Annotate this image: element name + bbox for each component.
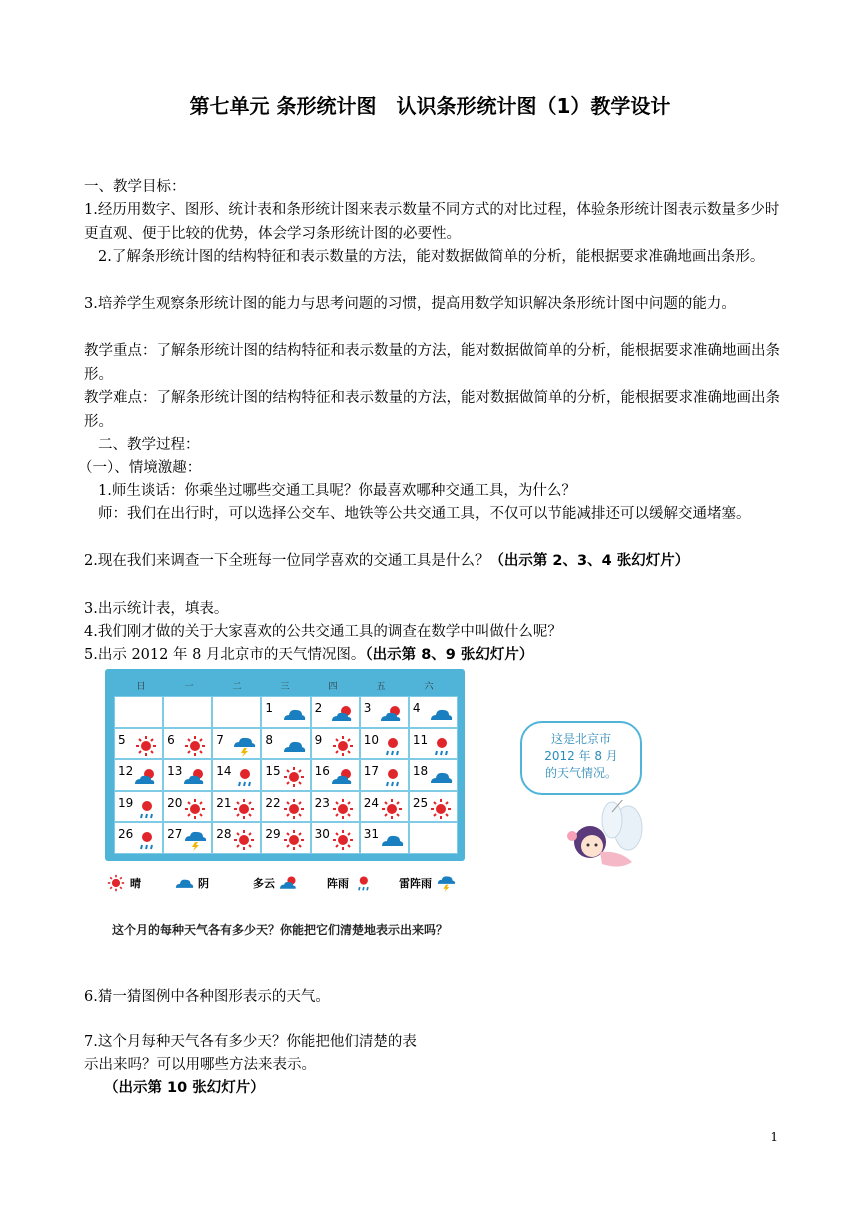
weekday-label: 四	[328, 682, 338, 692]
calendar-day-cell	[114, 822, 163, 854]
slide-note-3: （出示第 10 张幻灯片）	[104, 1080, 265, 1096]
partly-cloudy-icon	[278, 874, 300, 892]
day-number: 12	[118, 764, 134, 779]
weather-legend	[105, 874, 475, 896]
calendar-day-cell	[261, 728, 310, 760]
calendar-day-cell	[409, 696, 458, 728]
day-number: 8	[265, 732, 274, 747]
shower-icon	[379, 766, 405, 788]
day-number: 24	[363, 795, 379, 810]
day-number: 22	[265, 795, 281, 810]
step-6: 6.猜一猜图例中各种图形表示的天气。	[84, 989, 330, 1005]
legend-sunny	[105, 874, 141, 892]
weekday-label: 日	[136, 682, 146, 692]
step-2	[84, 550, 780, 574]
day-number: 19	[118, 795, 134, 810]
day-number: 10	[363, 732, 379, 747]
day-number: 3	[363, 701, 372, 715]
sunny-icon	[281, 829, 307, 851]
difficult-point: 教学难点：了解条形统计图的结构特征和表示数量的方法，能对数据做简单的分析，能根据要求准确地画出条形。	[84, 390, 780, 430]
slide-note-1: （出示第 2、3、4 张幻灯片）	[489, 553, 690, 569]
cloudy-icon	[379, 829, 405, 851]
day-number: 15	[265, 764, 281, 779]
shower-icon	[379, 735, 405, 757]
shower-icon	[133, 798, 159, 820]
day-number: 5	[118, 732, 126, 747]
step-4: 4.我们刚才做的关于大家喜欢的公共交通工具的调查在数学中叫做什么呢？	[84, 624, 562, 640]
day-number: 7	[216, 732, 224, 747]
calendar-day-cell	[311, 791, 360, 823]
day-number: 14	[216, 764, 232, 779]
calendar-day-cell	[114, 728, 163, 760]
calendar-question: 这个月的每种天气各有多少天？你能把它们清楚地表示出来吗？	[112, 923, 449, 937]
calendar-day-cell	[163, 728, 212, 760]
objectives-heading: 一、教学目标：	[84, 179, 186, 195]
day-number: 18	[412, 764, 429, 779]
speech-bubble-text	[522, 731, 640, 782]
thunder-icon	[231, 735, 257, 757]
speech-bubble	[520, 721, 642, 795]
step-7-line-2: 示出来吗？可以用哪些方法来表示。	[84, 1057, 316, 1073]
day-number: 4	[412, 701, 421, 715]
step-5-text: 5.出示 2012 年 8 月北京市的天气情况图。	[84, 647, 366, 663]
sunny-icon	[182, 735, 208, 757]
cloudy-icon	[428, 703, 454, 725]
calendar-day-cell	[261, 759, 310, 791]
partly-cloudy-icon	[330, 766, 356, 788]
day-number: 6	[167, 732, 175, 747]
bubble-line: 这是北京市	[550, 732, 611, 746]
objective-1: 1.经历用数字、图形、统计表和条形统计图来表示数量不同方式的对比过程，体验条形统计图表示数量多少时更直观、便于比较的优势，体会学习条形统计图的必要性。	[84, 202, 780, 242]
calendar-day-cell	[261, 696, 310, 728]
calendar-day-cell	[114, 696, 163, 728]
weekday-label: 一	[184, 682, 194, 692]
thunder-icon	[182, 829, 208, 851]
step-2-text: 2.现在我们来调查一下全班每一位同学喜欢的交通工具是什么？	[84, 553, 490, 569]
objective-2: 2.了解条形统计图的结构特征和表示数量的方法，能对数据做简单的分析，能根据要求准确地画出条形。	[98, 249, 765, 265]
sunny-icon	[379, 798, 405, 820]
sunny-icon	[330, 798, 356, 820]
day-number: 1	[265, 701, 274, 715]
day-number: 21	[216, 795, 232, 810]
calendar-day-cell	[360, 822, 409, 854]
calendar-day-cell	[212, 728, 261, 760]
day-number: 13	[167, 764, 183, 779]
weekday-label: 三	[280, 682, 290, 692]
calendar-day-cell	[311, 728, 360, 760]
cloudy-icon	[173, 874, 195, 892]
legend-partly-cloudy	[253, 874, 300, 892]
calendar-day-cell	[311, 759, 360, 791]
section-heading: （一）、情境激趣：	[78, 460, 202, 476]
day-number: 20	[167, 795, 183, 810]
calendar-day-cell	[261, 791, 310, 823]
calendar-day-cell	[212, 759, 261, 791]
sunny-icon	[428, 798, 454, 820]
calendar-day-cell	[163, 791, 212, 823]
legend-shower	[327, 874, 374, 892]
calendar-day-cell	[360, 728, 409, 760]
shower-icon	[352, 874, 374, 892]
legend-label: 多云	[253, 877, 275, 890]
calendar-day-cell	[409, 822, 458, 854]
page-number: 1	[770, 1130, 778, 1144]
calendar-day-cell	[360, 791, 409, 823]
shower-icon	[231, 766, 257, 788]
objective-3: 3.培养学生观察条形统计图的能力与思考问题的习惯，提高用数学知识解决条形统计图中问题的能力。	[84, 296, 736, 312]
fairy-illustration	[550, 800, 650, 875]
day-number: 23	[314, 795, 330, 810]
day-number: 25	[412, 795, 429, 810]
day-number: 11	[412, 732, 429, 747]
weather-calendar	[105, 669, 465, 861]
weekday-label: 六	[424, 682, 434, 692]
step-5	[84, 644, 780, 668]
sunny-icon	[330, 735, 356, 757]
calendar-day-cell	[311, 696, 360, 728]
calendar-day-cell	[212, 822, 261, 854]
calendar-day-cell	[163, 822, 212, 854]
weekday-label: 五	[376, 682, 386, 692]
legend-label: 阵雨	[327, 877, 349, 890]
calendar-weekday-header	[117, 679, 453, 693]
sunny-icon	[182, 798, 208, 820]
partly-cloudy-icon	[182, 766, 208, 788]
sunny-icon	[231, 798, 257, 820]
weekday-label: 二	[232, 682, 242, 692]
bubble-line: 2012 年 8 月	[544, 749, 618, 763]
step-7-line-1: 7.这个月每种天气各有多少天？你能把他们清楚的表	[84, 1034, 417, 1050]
key-point: 教学重点：了解条形统计图的结构特征和表示数量的方法，能对数据做简单的分析，能根据要求准确地画出条形。	[84, 343, 780, 383]
sunny-icon	[281, 798, 307, 820]
sunny-icon	[105, 874, 127, 892]
calendar-day-cell	[360, 696, 409, 728]
day-number: 31	[363, 827, 379, 842]
day-number: 29	[265, 827, 281, 842]
calendar-day-cell	[409, 759, 458, 791]
shower-icon	[428, 735, 454, 757]
page-title: 第七单元 条形统计图 认识条形统计图（1）教学设计	[189, 94, 671, 118]
sunny-icon	[330, 829, 356, 851]
day-number: 9	[314, 732, 323, 747]
cloudy-icon	[281, 735, 307, 757]
process-heading: 二、教学过程：	[98, 437, 200, 453]
sunny-icon	[133, 735, 159, 757]
calendar-day-cell	[163, 696, 212, 728]
partly-cloudy-icon	[379, 703, 405, 725]
legend-thunder	[399, 874, 457, 892]
calendar-day-cell	[163, 759, 212, 791]
legend-label: 阴	[198, 877, 209, 890]
calendar-day-cell	[212, 791, 261, 823]
shower-icon	[133, 829, 159, 851]
day-number: 26	[118, 827, 134, 842]
slide-note-2: （出示第 8、9 张幻灯片）	[365, 647, 534, 663]
calendar-day-cell	[114, 759, 163, 791]
partly-cloudy-icon	[133, 766, 159, 788]
day-number: 30	[314, 827, 330, 842]
bubble-line: 的天气情况。	[544, 766, 617, 780]
calendar-day-cell	[114, 791, 163, 823]
day-number: 27	[167, 827, 183, 842]
calendar-day-cell	[212, 696, 261, 728]
day-number: 28	[216, 827, 232, 842]
sunny-icon	[281, 766, 307, 788]
step-1: 1.师生谈话：你乘坐过哪些交通工具呢？你最喜欢哪种交通工具，为什么？	[98, 483, 576, 499]
sunny-icon	[231, 829, 257, 851]
cloudy-icon	[281, 703, 307, 725]
calendar-day-cell	[409, 791, 458, 823]
day-number: 17	[363, 764, 379, 779]
legend-label: 晴	[130, 877, 141, 890]
calendar-day-cell	[409, 728, 458, 760]
step-3: 3.出示统计表，填表。	[84, 601, 229, 617]
day-number: 16	[314, 764, 330, 779]
legend-label: 雷阵雨	[399, 877, 432, 890]
cloudy-icon	[428, 766, 454, 788]
teacher-line: 师：我们在出行时，可以选择公交车、地铁等公共交通工具，不仅可以节能减排还可以缓解交通堵塞。	[98, 506, 751, 522]
legend-cloudy	[173, 874, 209, 892]
calendar-day-cell	[311, 822, 360, 854]
partly-cloudy-icon	[330, 703, 356, 725]
calendar-grid	[113, 695, 459, 855]
calendar-day-cell	[261, 822, 310, 854]
calendar-day-cell	[360, 759, 409, 791]
day-number: 2	[314, 701, 323, 715]
thunder-icon	[435, 874, 457, 892]
